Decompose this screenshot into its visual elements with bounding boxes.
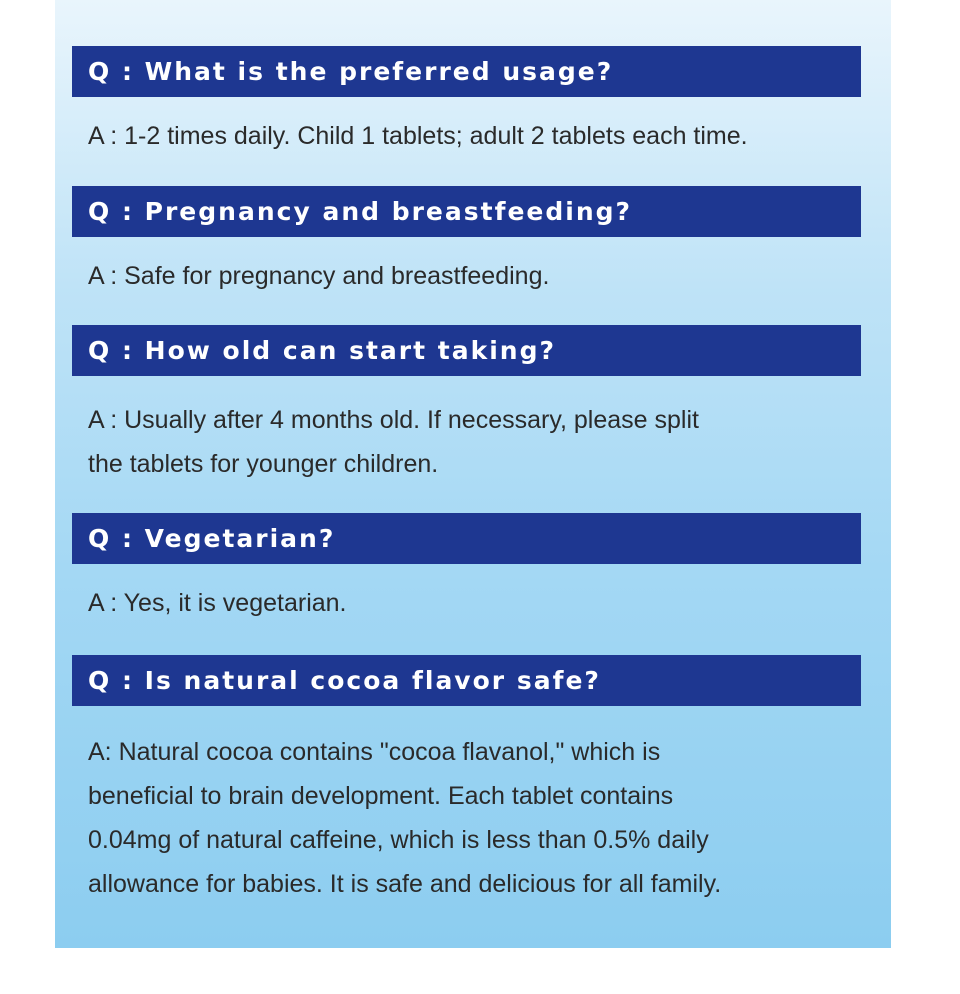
answer-line: A : Usually after 4 months old. If necessary, please split: [88, 406, 699, 434]
answer-text: A : 1-2 times daily. Child 1 tablets; adult 2 tablets each time.: [88, 122, 748, 150]
answer-text: [72, 730, 861, 906]
answer-text: [72, 398, 861, 486]
faq-item-vegetarian: [72, 513, 861, 618]
question-heading: Q : What is the preferred usage?: [72, 46, 861, 97]
answer-text: A : Safe for pregnancy and breastfeeding.: [88, 262, 550, 290]
faq-item-age: [72, 325, 861, 486]
faq-item-cocoa: [72, 655, 861, 906]
question-heading: Q : Vegetarian?: [72, 513, 861, 564]
question-heading: Q : How old can start taking?: [72, 325, 861, 376]
faq-panel: [55, 0, 891, 948]
answer-line: A: Natural cocoa contains "cocoa flavanol," which is: [88, 738, 661, 766]
answer-line: allowance for babies. It is safe and delicious for all family.: [88, 870, 722, 898]
answer-line: 0.04mg of natural caffeine, which is less than 0.5% daily: [88, 826, 709, 854]
faq-item-pregnancy: [72, 186, 861, 291]
answer-line: beneficial to brain development. Each tablet contains: [88, 782, 674, 810]
question-heading: Q : Is natural cocoa flavor safe?: [72, 655, 861, 706]
answer-text: A : Yes, it is vegetarian.: [88, 589, 347, 617]
answer-line: the tablets for younger children.: [88, 450, 439, 478]
question-heading: Q : Pregnancy and breastfeeding?: [72, 186, 861, 237]
faq-item-usage: [72, 46, 861, 151]
